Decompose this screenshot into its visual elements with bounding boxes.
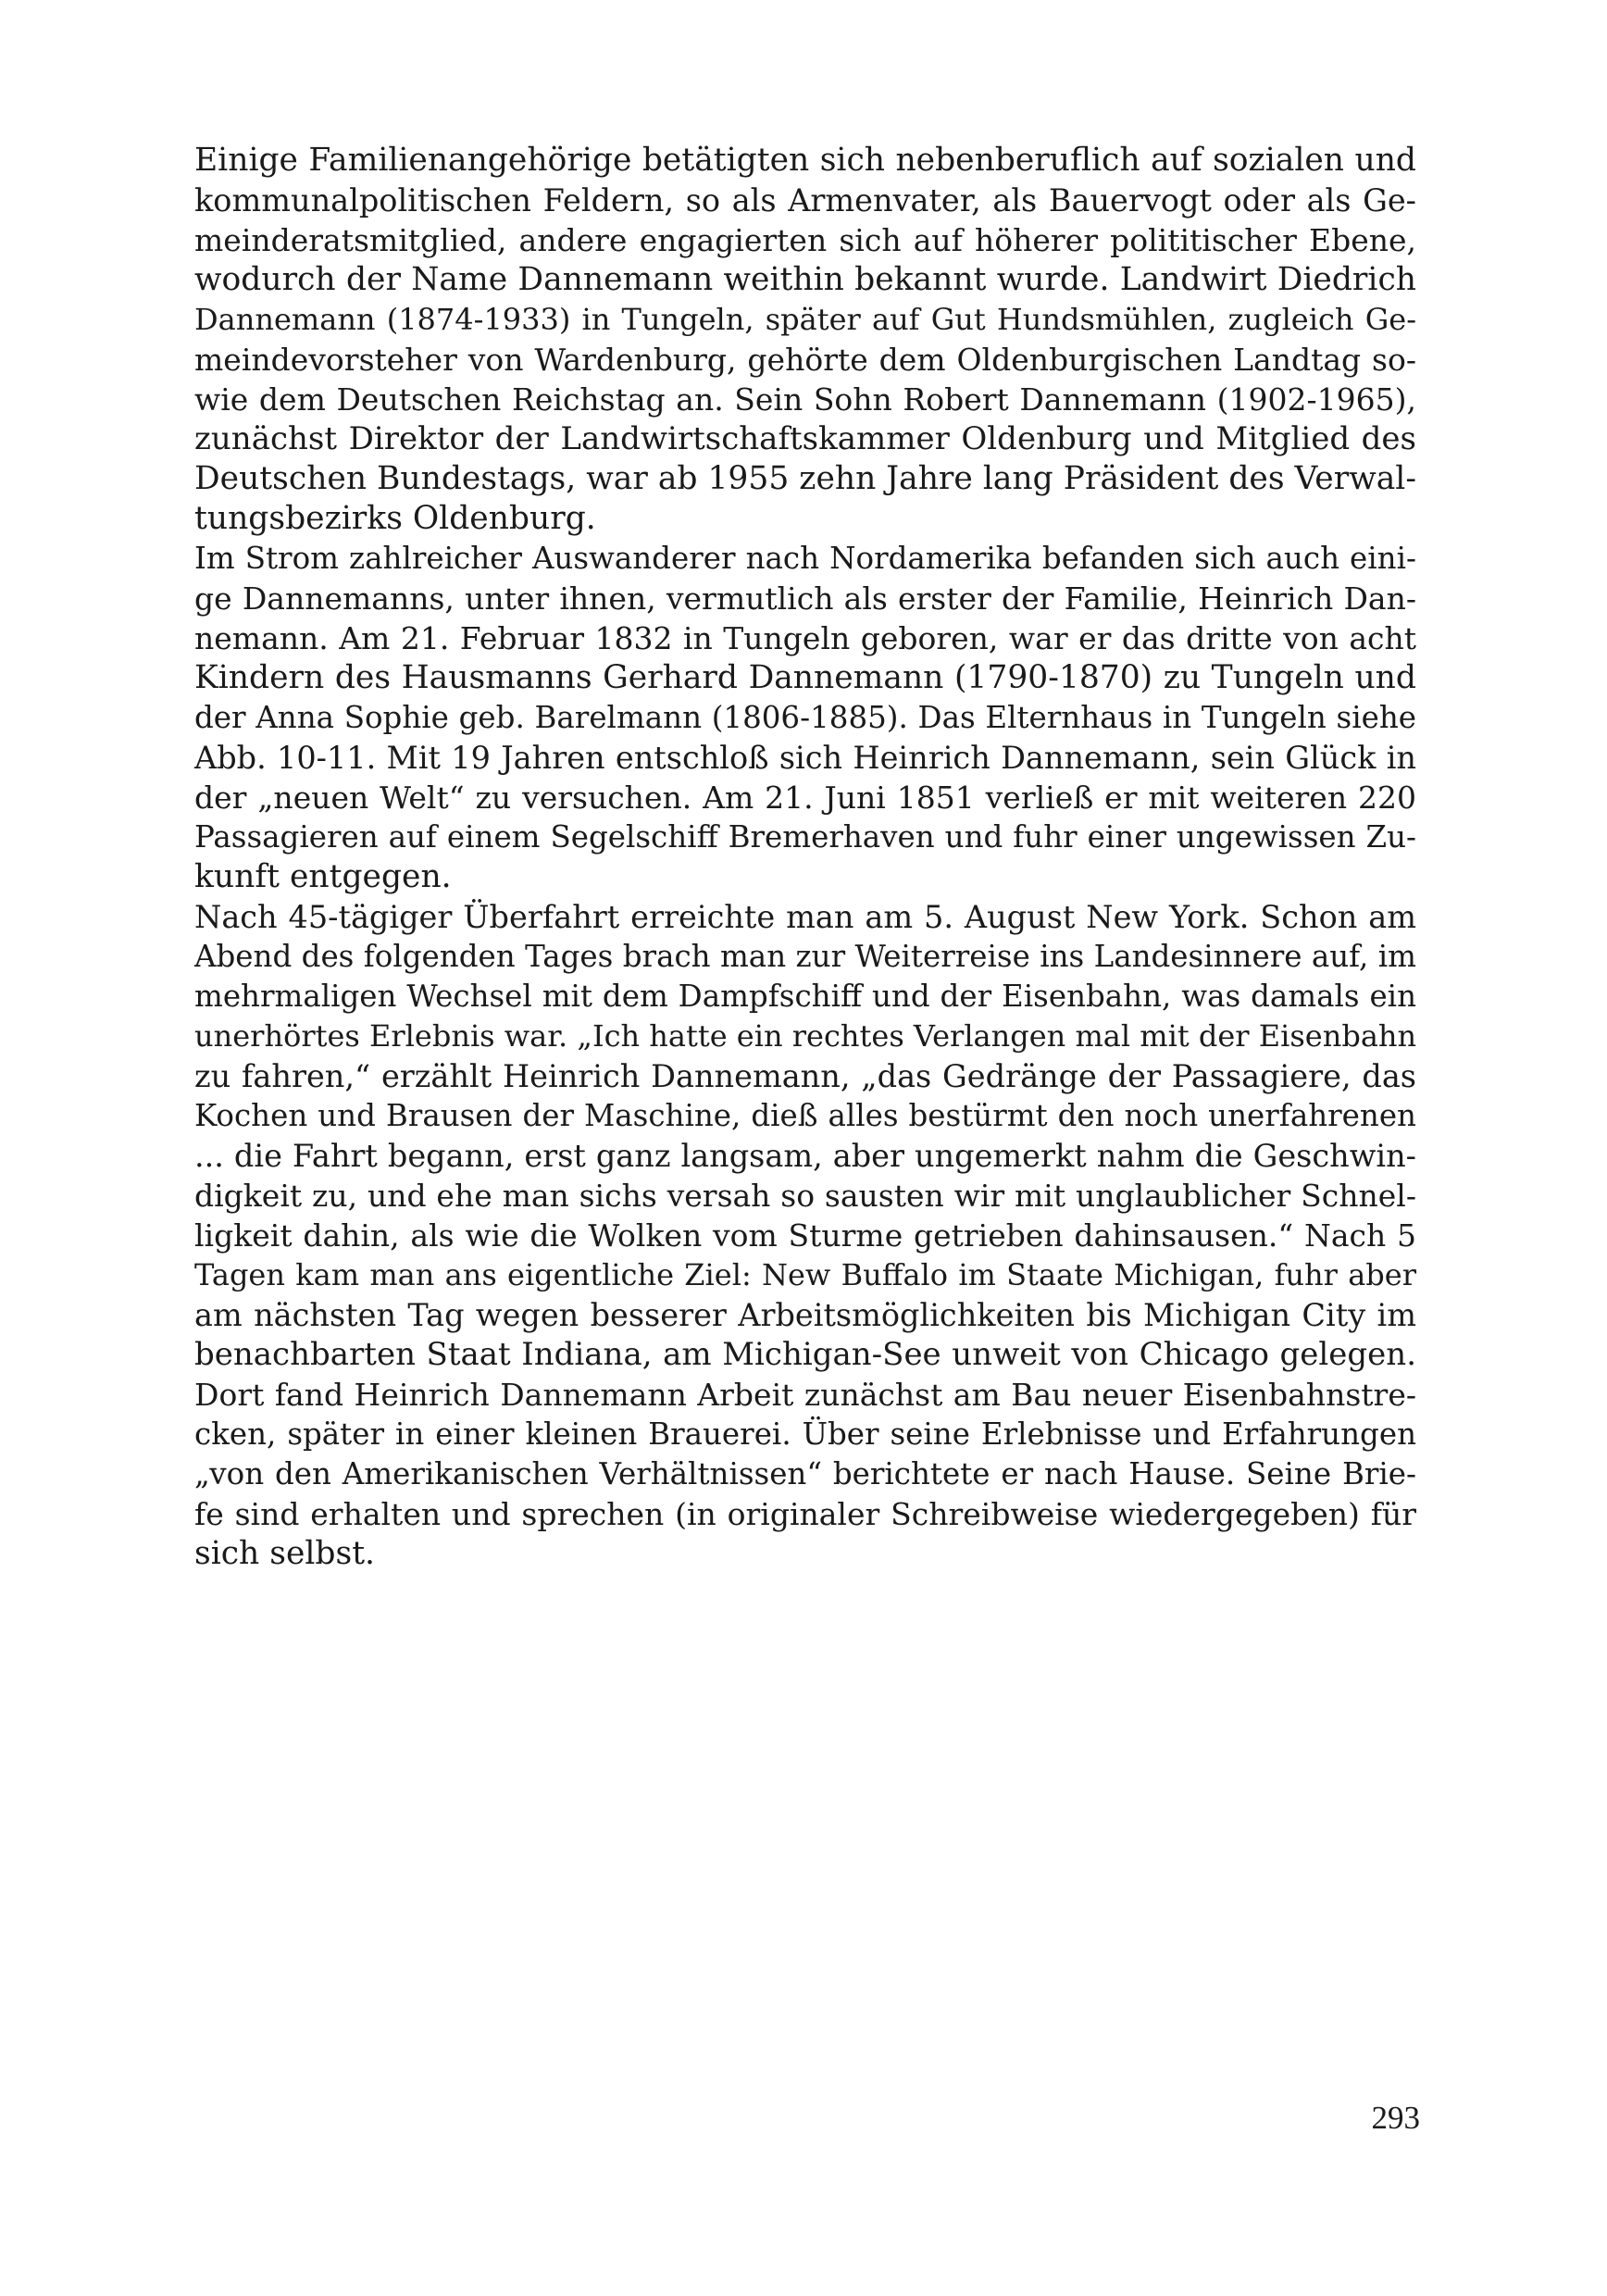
text-line: zunächst Direktor der Landwirtschaftskammer Oldenburg und Mitglied des	[194, 420, 1416, 457]
text-line: benachbarten Staat Indiana, am Michigan-See unweit von Chicago gelegen.	[194, 1336, 1416, 1373]
text-line: wodurch der Name Dannemann weithin bekannt wurde. Landwirt Diedrich	[194, 261, 1416, 298]
text-line: meinderatsmitglied, andere engagierten sich auf höherer polititischer Ebene,	[194, 222, 1416, 258]
text-line: Tagen kam man ans eigentliche Ziel: New Buffalo im Staate Michigan, fuhr aber	[194, 1257, 1416, 1292]
text-line: wie dem Deutschen Reichstag an. Sein Sohn Robert Dannemann (1902-1965),	[194, 381, 1416, 418]
text-line: Nach 45-tägiger Überfahrt erreichte man am 5. August New York. Schon am	[194, 899, 1416, 935]
paragraph-1	[194, 141, 1416, 539]
text-line: „von den Amerikanischen Verhältnissen“ berichtete er nach Hause. Seine Brie-	[194, 1456, 1416, 1491]
text-line: kunft entgegen.	[194, 858, 452, 895]
text-line: Dort fand Heinrich Dannemann Arbeit zunächst am Bau neuer Eisenbahnstre-	[194, 1377, 1416, 1413]
text-line: sich selbst.	[194, 1535, 376, 1572]
body-text	[194, 141, 1416, 1574]
text-line: fe sind erhalten und sprechen (in originaler Schreibweise wiedergegeben) für	[194, 1496, 1416, 1532]
text-line: meindevorsteher von Wardenburg, gehörte dem Oldenburgischen Landtag so-	[194, 342, 1416, 378]
text-line: Abend des folgenden Tages brach man zur Weiterreise ins Landesinnere auf, im	[194, 939, 1416, 974]
text-line: Kindern des Hausmanns Gerhard Dannemann (1790-1870) zu Tungeln und	[194, 659, 1416, 696]
text-line: am nächsten Tag wegen besserer Arbeitsmöglichkeiten bis Michigan City im	[194, 1297, 1416, 1333]
text-line: Einige Familienangehörige betätigten sich nebenberuflich auf sozialen und	[194, 142, 1416, 179]
text-line: cken, später in einer kleinen Brauerei. Über seine Erlebnisse und Erfahrungen	[194, 1416, 1416, 1452]
text-line: digkeit zu, und ehe man sichs versah so sausten wir mit unglaublicher Schnel-	[194, 1178, 1416, 1214]
text-line: zu fahren,“ erzählt Heinrich Dannemann, „das Gedränge der Passagiere, das	[194, 1058, 1416, 1094]
paragraph-2	[194, 539, 1416, 897]
text-line: nemann. Am 21. Februar 1832 in Tungeln geboren, war er das dritte von acht	[194, 620, 1416, 656]
page-number: 293	[1371, 2100, 1420, 2136]
text-line: ligkeit dahin, als wie die Wolken vom Sturme getrieben dahinsausen.“ Nach 5	[194, 1217, 1416, 1254]
text-line: ... die Fahrt begann, erst ganz langsam, aber ungemerkt nahm die Geschwin-	[194, 1138, 1416, 1174]
text-line: ge Dannemanns, unter ihnen, vermutlich als erster der Familie, Heinrich Dan-	[194, 580, 1416, 617]
text-line: der „neuen Welt“ zu versuchen. Am 21. Juni 1851 verließ er mit weiteren 220	[194, 780, 1416, 816]
paragraph-3	[194, 897, 1416, 1574]
text-line: kommunalpolitischen Feldern, so als Armenvater, als Bauervogt oder als Ge-	[194, 182, 1416, 218]
text-line: Abb. 10-11. Mit 19 Jahren entschloß sich Heinrich Dannemann, sein Glück in	[194, 740, 1416, 776]
text-line: Deutschen Bundestags, war ab 1955 zehn Jahre lang Präsident des Verwal-	[194, 460, 1416, 497]
text-line: Kochen und Brausen der Maschine, dieß alles bestürmt den noch unerfahrenen	[194, 1098, 1416, 1133]
text-line: Passagieren auf einem Segelschiff Bremerhaven und fuhr einer ungewissen Zu-	[194, 819, 1416, 855]
text-line: unerhörtes Erlebnis war. „Ich hatte ein rechtes Verlangen mal mit der Eisenbahn	[194, 1018, 1417, 1054]
text-line: der Anna Sophie geb. Barelmann (1806-1885). Das Elternhaus in Tungeln siehe	[194, 700, 1416, 735]
text-line: Dannemann (1874-1933) in Tungeln, später auf Gut Hundsmühlen, zugleich Ge-	[194, 302, 1416, 337]
text-line: mehrmaligen Wechsel mit dem Dampfschiff und der Eisenbahn, was damals ein	[194, 979, 1416, 1014]
text-line: Im Strom zahlreicher Auswanderer nach Nordamerika befanden sich auch eini-	[194, 541, 1416, 576]
text-line: tungsbezirks Oldenburg.	[194, 500, 596, 537]
